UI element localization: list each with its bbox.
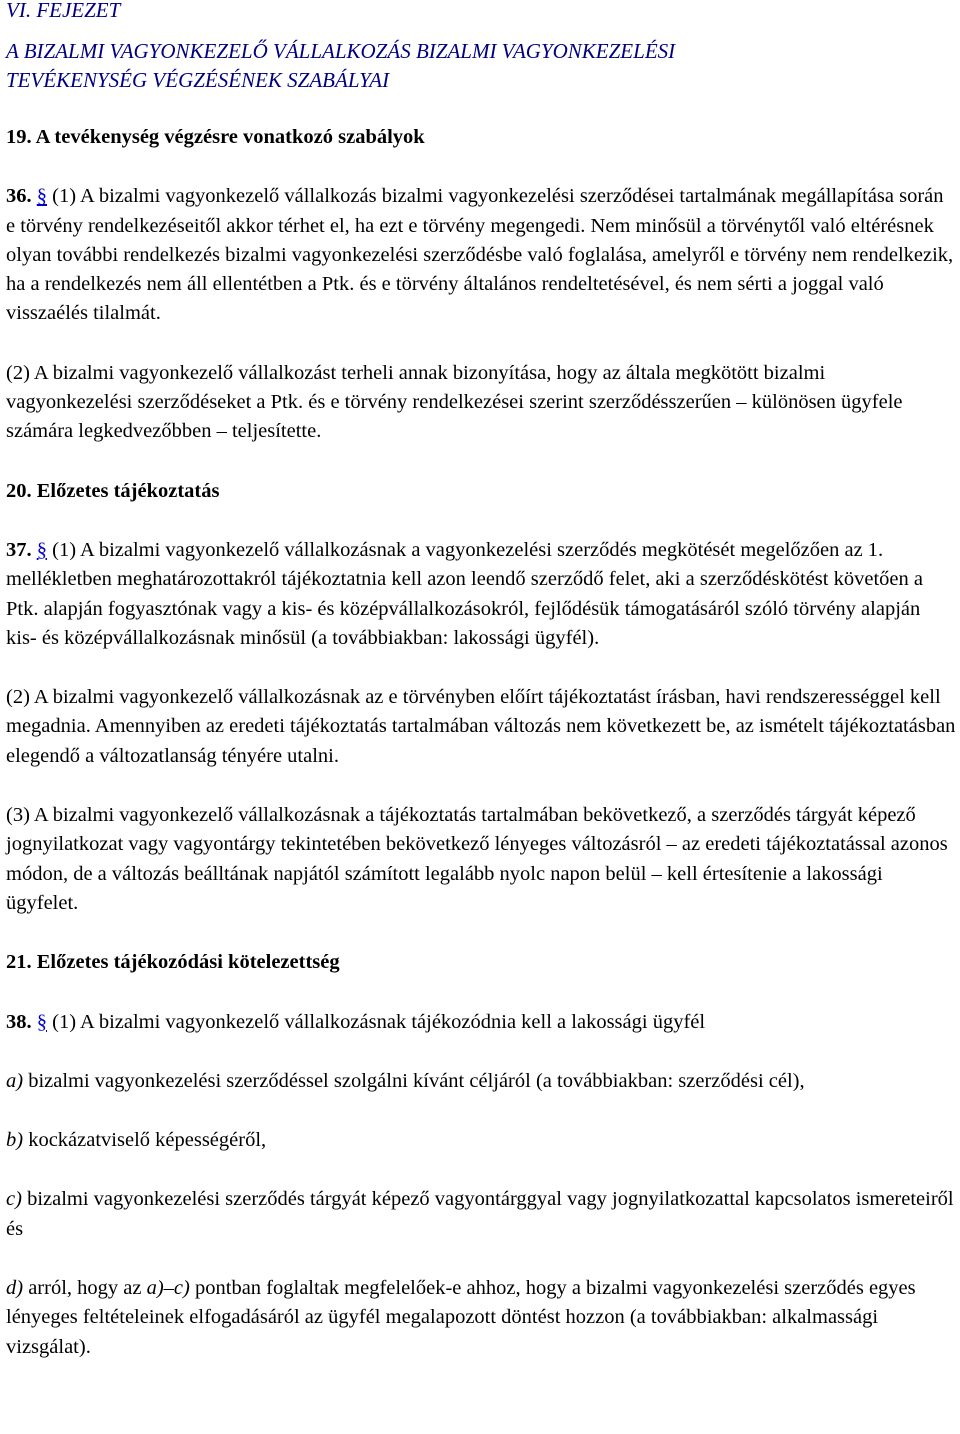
point-d-reference: a)–c)	[146, 1277, 190, 1300]
section-38-point-c	[6, 1185, 956, 1244]
point-b-letter: b)	[6, 1129, 24, 1152]
section-37-paragraph-1	[6, 536, 956, 653]
section-38-point-b	[6, 1126, 956, 1155]
heading-21: 21. Előzetes tájékozódási kötelezettség	[6, 951, 340, 974]
section-36-text-1: (1) A bizalmi vagyonkezelő vállalkozás bizalmi vagyonkezelési szerződései tartalmának megállapítása során e törvény rendelkezéseitől akkor térhet el, ha ezt e törvény megengedi. Nem minősül a törvénytől való eltérésnek olyan további rendelkezés bizalmi vagyonkezelési szerződésbe való foglalása, amelyről e törvény nem rendelkezik, ha a rendelkezés nem áll ellentétben a Ptk. és e törvény általános rendeltetésével, és nem sérti a joggal való visszaélés tilalmát.	[6, 185, 954, 325]
section-36-link[interactable]: §	[36, 185, 47, 208]
chapter-title-line-1: A BIZALMI VAGYONKEZELŐ VÁLLALKOZÁS BIZALMI VAGYONKEZELÉSI	[6, 39, 676, 63]
point-c-text: bizalmi vagyonkezelési szerződés tárgyát képező vagyontárggyal vagy jognyilatkozattal kapcsolatos ismereteiről és	[6, 1188, 954, 1240]
section-37-link[interactable]: §	[36, 538, 47, 561]
chapter-label: VI. FEJEZET	[6, 0, 121, 22]
section-37-text-1: (1) A bizalmi vagyonkezelő vállalkozásnak a vagyonkezelési szerződés megkötését megelőzően az 1. mellékletben meghatározottakról tájékoztatnia kell azon leendő szerződő felet, aki a szerződéskötést követően a Ptk. alapján fogyasztónak vagy a kis- és középvállalkozásokról, fejlődésük támogatásáról szóló törvény alapján kis- és középvállalkozásnak minősül (a továbbiakban: lakossági ügyfél).	[6, 538, 923, 649]
section-38-point-d	[6, 1274, 956, 1362]
section-36-number: 36.	[6, 185, 32, 208]
document-page	[6, 0, 956, 1362]
section-36-paragraph-2: (2) A bizalmi vagyonkezelő vállalkozást terheli annak bizonyítása, hogy az általa megkötött bizalmi vagyonkezelési szerződéseket a Ptk. és e törvény rendelkezései szerint szerződésszerűen – különösen ügyfele számára legkedvezőbben – teljesítette.	[6, 361, 903, 443]
point-a-letter: a)	[6, 1069, 24, 1092]
section-38-paragraph-1	[6, 1008, 956, 1037]
point-b-text: kockázatviselő képességéről,	[23, 1129, 267, 1152]
point-a-text: bizalmi vagyonkezelési szerződéssel szolgálni kívánt céljáról (a továbbiakban: szerződési cél),	[23, 1069, 805, 1092]
section-37-number: 37.	[6, 538, 32, 561]
point-c-letter: c)	[6, 1188, 22, 1211]
section-38-link[interactable]: §	[36, 1010, 47, 1033]
heading-20: 20. Előzetes tájékoztatás	[6, 479, 220, 502]
point-d-text-2: pontban foglaltak megfelelőek-e ahhoz, hogy a bizalmi vagyonkezelési szerződés egyes lényeges feltételeinek elfogadásáról az ügyfél megalapozott döntést hozzon (a továbbiakban: alkalmassági vizsgálat).	[6, 1277, 916, 1358]
point-d-text-1: arról, hogy az	[23, 1277, 147, 1300]
section-38-point-a	[6, 1067, 956, 1096]
section-36-paragraph-1	[6, 182, 956, 328]
point-d-letter: d)	[6, 1277, 24, 1300]
chapter-title-line-2: TEVÉKENYSÉG VÉGZÉSÉNEK SZABÁLYAI	[6, 68, 390, 92]
section-37-paragraph-3: (3) A bizalmi vagyonkezelő vállalkozásnak a tájékoztatás tartalmában bekövetkező, a szerződés tárgyát képező jognyilatkozat vagy vagyontárgy tekintetében bekövetkező lényeges változásról – az eredeti tájékoztatással azonos módon, de a változás beálltának napjától számított legalább nyolc napon belül – kell értesítenie a lakossági ügyfelet.	[6, 804, 948, 914]
section-38-text-1: (1) A bizalmi vagyonkezelő vállalkozásnak tájékozódnia kell a lakossági ügyfél	[52, 1010, 706, 1033]
heading-19: 19. A tevékenység végzésre vonatkozó szabályok	[6, 126, 425, 148]
section-37-paragraph-2: (2) A bizalmi vagyonkezelő vállalkozásnak az e törvényben előírt tájékoztatást írásban, havi rendszerességgel kell megadnia. Amennyiben az eredeti tájékoztatás tartalmában változás nem következett be, az ismételt tájékoztatásban elegendő a változatlanság tényére utalni.	[6, 686, 956, 767]
section-38-number: 38.	[6, 1010, 32, 1033]
